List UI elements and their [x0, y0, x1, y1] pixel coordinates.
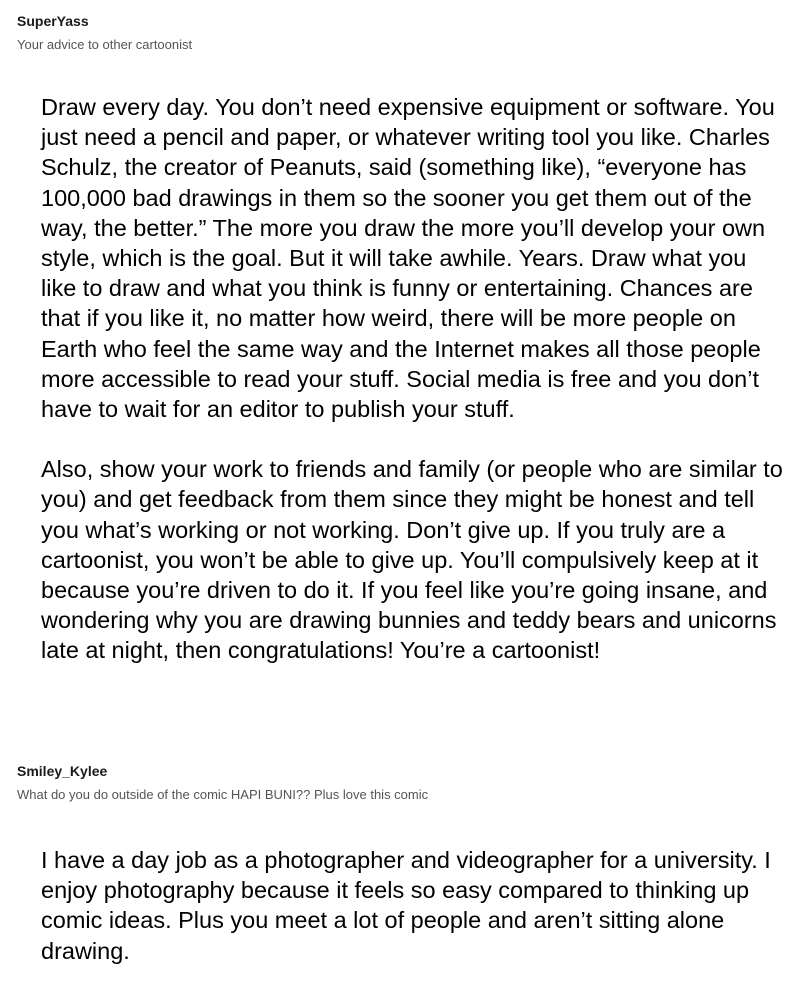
answer-text — [41, 845, 786, 966]
question-text: Your advice to other cartoonist — [17, 37, 193, 52]
answer-text — [41, 92, 786, 666]
answer-paragraph: Draw every day. You don’t need expensive equipment or software. You just need a pencil and paper, or whatever writing tool you like. Charles Schulz, the creator of Peanuts, said (something like), “everyone has 100,000 bad drawings in them so the sooner you get them out of the way, the better.” The more you draw the more you’ll develop your own style, which is the goal. But it will take awhile. Years. Draw what you like to draw and what you think is funny or entertaining. Chances are that if you like it, no matter how weird, there will be more people on Earth who feel the same way and the Internet makes all those people more accessible to read your stuff. Social media is free and you don’t have to wait for an editor to publish your stuff. — [41, 94, 775, 423]
question-text: What do you do outside of the comic HAPI BUNI?? Plus love this comic — [17, 787, 429, 802]
answer-paragraph: Also, show your work to friends and family (or people who are similar to you) and get feedback from them since they might be honest and tell you what’s working or not working. Don’t give up. If you truly are a cartoonist, you won’t be able to give up. You’ll compulsively keep at it because you’re driven to do it. If you feel like you’re going insane, and wondering why you are drawing bunnies and teddy bears and unicorns late at night, then congratulations! You’re a cartoonist! — [41, 456, 783, 664]
question-username[interactable]: Smiley_Kylee — [17, 763, 108, 779]
question-username[interactable]: SuperYass — [17, 13, 89, 29]
answer-paragraph: I have a day job as a photographer and videographer for a university. I enjoy photography because it feels so easy compared to thinking up comic ideas. Plus you meet a lot of people and aren’t sitting alone drawing. — [41, 847, 771, 964]
